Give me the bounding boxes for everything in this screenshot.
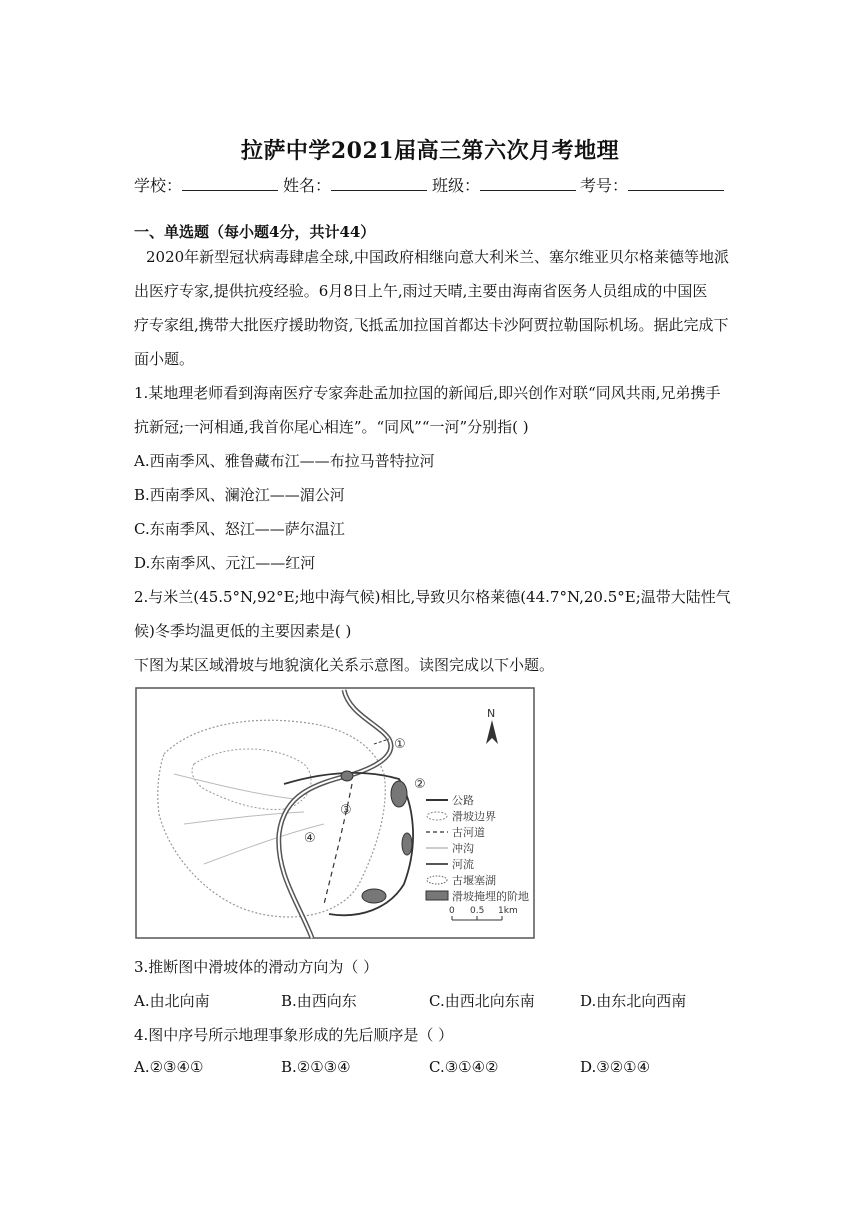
passage-line: 出医疗专家,提供抗疫经验。6月8日上午,雨过天晴,主要由海南省医务人员组成的中国医 <box>134 282 708 300</box>
name-field <box>283 173 427 196</box>
question-4-option-d: D.③②①④ <box>580 1058 651 1076</box>
landslide-map <box>134 684 536 942</box>
name-label: 姓名： <box>283 176 332 195</box>
question-1-stem: 抗新冠;一河相通,我首你尾心相连”。“同风”“一河”分别指( ) <box>134 418 529 436</box>
exam-no-label: 考号： <box>580 176 629 195</box>
class-blank <box>480 173 576 191</box>
legend-label: 古堰塞湖 <box>452 874 496 887</box>
passage-line: 面小题。 <box>134 350 195 368</box>
question-3-option-c: C.由西北向东南 <box>429 992 535 1010</box>
terrace-patch <box>362 889 386 903</box>
school-blank <box>182 173 278 191</box>
marker-3: ③ <box>340 803 352 818</box>
question-1-option-d: D.东南季风、元江——红河 <box>134 554 316 572</box>
question-1-option-c: C.东南季风、怒江——萨尔温江 <box>134 520 345 538</box>
marker-4: ④ <box>304 831 316 846</box>
class-field <box>432 173 576 196</box>
passage-line: 2020年新型冠状病毒肆虐全球,中国政府相继向意大利米兰、塞尔维亚贝尔格莱德等地派 <box>146 248 729 266</box>
question-1-stem: 1.某地理老师看到海南医疗专家奔赴孟加拉国的新闻后,即兴创作对联“同风共雨,兄弟携手 <box>134 384 721 402</box>
marker-2: ② <box>414 777 426 792</box>
north-label: N <box>487 707 496 720</box>
question-4-option-b: B.②①③④ <box>281 1058 351 1076</box>
terrace-patch <box>402 833 412 855</box>
question-4-option-a: A.②③④① <box>134 1058 204 1076</box>
legend-label: 滑坡掩埋的阶地 <box>452 890 529 903</box>
legend-terrace-icon <box>426 891 448 900</box>
exam-no-blank <box>628 173 724 191</box>
question-4-option-c: C.③①④② <box>429 1058 499 1076</box>
class-label: 班级： <box>432 176 481 195</box>
scale-label: 1km <box>498 906 518 916</box>
map-intro: 下图为某区域滑坡与地貌演化关系示意图。读图完成以下小题。 <box>134 656 555 674</box>
school-label: 学校： <box>134 176 183 195</box>
legend-label: 滑坡边界 <box>452 810 496 823</box>
school-field <box>134 173 278 196</box>
question-1-option-a: A.西南季风、雅鲁藏布江——布拉马普特拉河 <box>134 452 435 470</box>
question-3-option-b: B.由西向东 <box>281 992 357 1010</box>
legend-label: 古河道 <box>452 826 485 839</box>
question-3-option-a: A.由北向南 <box>134 992 210 1010</box>
terrace-patch <box>391 781 407 807</box>
question-4-stem: 4.图中序号所示地理事象形成的先后顺序是（ ） <box>134 1026 454 1044</box>
legend-label: 河流 <box>452 858 474 871</box>
scale-label: 0.5 <box>470 906 485 916</box>
marker-1: ① <box>394 737 406 752</box>
section-heading: 一、单选题（每小题4分，共计44） <box>134 223 376 241</box>
page-title: 拉萨中学2021届高三第六次月考地理 <box>240 138 620 164</box>
question-3-stem: 3.推断图中滑坡体的滑动方向为（ ） <box>134 958 379 976</box>
exam-no-field <box>580 173 724 196</box>
question-3-option-d: D.由东北向西南 <box>580 992 687 1010</box>
student-info-row <box>134 173 734 199</box>
legend-label: 公路 <box>452 794 474 807</box>
terrace-patch <box>341 771 353 781</box>
name-blank <box>331 173 427 191</box>
question-2-stem: 候)冬季均温更低的主要因素是( ) <box>134 622 352 640</box>
passage-line: 疗专家组,携带大批医疗援助物资,飞抵孟加拉国首都达卡沙阿贾拉勒国际机场。据此完成下 <box>134 316 729 334</box>
question-1-option-b: B.西南季风、澜沧江——湄公河 <box>134 486 345 504</box>
question-2-stem: 2.与米兰(45.5°N,92°E;地中海气候)相比,导致贝尔格莱德(44.7°N,20.5°E;温带大陆性气 <box>134 588 731 606</box>
legend-label: 冲沟 <box>452 842 474 855</box>
scale-label: 0 <box>449 906 455 916</box>
